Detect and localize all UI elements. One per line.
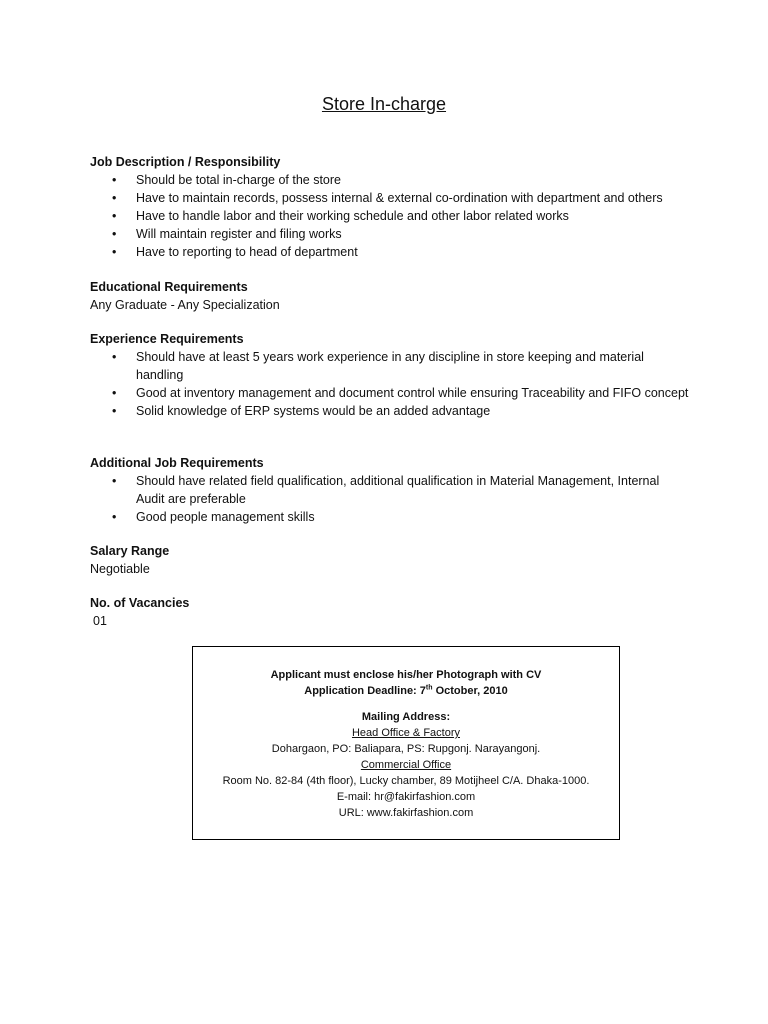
notice-content	[193, 667, 619, 821]
vacancies-text: 01	[93, 614, 107, 628]
experience-heading: Experience Requirements	[90, 332, 244, 346]
photo-requirement: Applicant must enclose his/her Photograph with CV	[270, 669, 542, 681]
list-item	[90, 402, 690, 420]
list-item-text: Solid knowledge of ERP systems would be an added advantage	[136, 404, 491, 418]
job-description-section	[90, 153, 690, 261]
bullet-icon: •	[112, 474, 117, 488]
education-text: Any Graduate - Any Specialization	[90, 298, 280, 312]
bullet-icon: •	[112, 227, 117, 241]
list-item	[90, 225, 690, 243]
list-item-text: Will maintain register and filing works	[136, 227, 342, 241]
list-item-text: Should have at least 5 years work experience in any discipline in store keeping and material handling	[136, 350, 644, 382]
email-line: E-mail: hr@fakirfashion.com	[336, 791, 476, 803]
experience-list	[90, 348, 690, 420]
additional-list	[90, 472, 690, 526]
list-item	[90, 472, 690, 508]
list-item-text: Have to handle labor and their working schedule and other labor related works	[136, 209, 569, 223]
bullet-icon: •	[112, 245, 117, 259]
education-section	[90, 278, 690, 314]
bullet-icon: •	[112, 404, 117, 418]
commercial-office-address: Room No. 82-84 (4th floor), Lucky chamber, 89 Motijheel C/A. Dhaka-1000.	[222, 775, 590, 787]
deadline-superscript: th	[425, 684, 433, 692]
list-item	[90, 171, 690, 189]
head-office-label: Head Office & Factory	[351, 727, 460, 739]
salary-heading: Salary Range	[90, 544, 170, 558]
deadline-suffix: October, 2010	[432, 685, 508, 697]
salary-text: Negotiable	[90, 562, 150, 576]
bullet-icon: •	[112, 386, 117, 400]
bullet-icon: •	[112, 350, 117, 364]
list-item	[90, 207, 690, 225]
list-item-text: Good people management skills	[136, 510, 315, 524]
list-item-text: Have to reporting to head of department	[136, 245, 358, 259]
mailing-address-heading: Mailing Address:	[361, 711, 451, 723]
list-item	[90, 348, 690, 384]
bullet-icon: •	[112, 510, 117, 524]
bullet-icon: •	[112, 191, 117, 205]
job-description-heading: Job Description / Responsibility	[90, 155, 281, 169]
page-title: Store In-charge	[321, 94, 447, 114]
url-line: URL: www.fakirfashion.com	[338, 807, 474, 819]
job-description-list	[90, 171, 690, 261]
commercial-office-label: Commercial Office	[360, 759, 452, 771]
education-heading: Educational Requirements	[90, 280, 248, 294]
deadline-prefix: Application Deadline: 7	[304, 685, 426, 697]
experience-section	[90, 330, 690, 420]
list-item	[90, 189, 690, 207]
vacancies-heading: No. of Vacancies	[90, 596, 190, 610]
list-item	[90, 508, 690, 526]
application-notice-box	[192, 646, 620, 840]
list-item-text: Good at inventory management and document control while ensuring Traceability and FIFO concept	[136, 386, 689, 400]
additional-heading: Additional Job Requirements	[90, 456, 264, 470]
vacancies-section	[90, 594, 690, 630]
application-deadline	[193, 683, 619, 699]
list-item	[90, 384, 690, 402]
list-item-text: Should be total in-charge of the store	[136, 173, 341, 187]
additional-section	[90, 454, 690, 526]
salary-section	[90, 542, 690, 578]
list-item-text: Have to maintain records, possess internal & external co-ordination with department and others	[136, 191, 663, 205]
list-item-text: Should have related field qualification, additional qualification in Material Management, Internal Audit are preferable	[136, 474, 660, 506]
bullet-icon: •	[112, 173, 117, 187]
head-office-address: Dohargaon, PO: Baliapara, PS: Rupgonj. Narayangonj.	[271, 743, 541, 755]
list-item	[90, 243, 690, 261]
bullet-icon: •	[112, 209, 117, 223]
